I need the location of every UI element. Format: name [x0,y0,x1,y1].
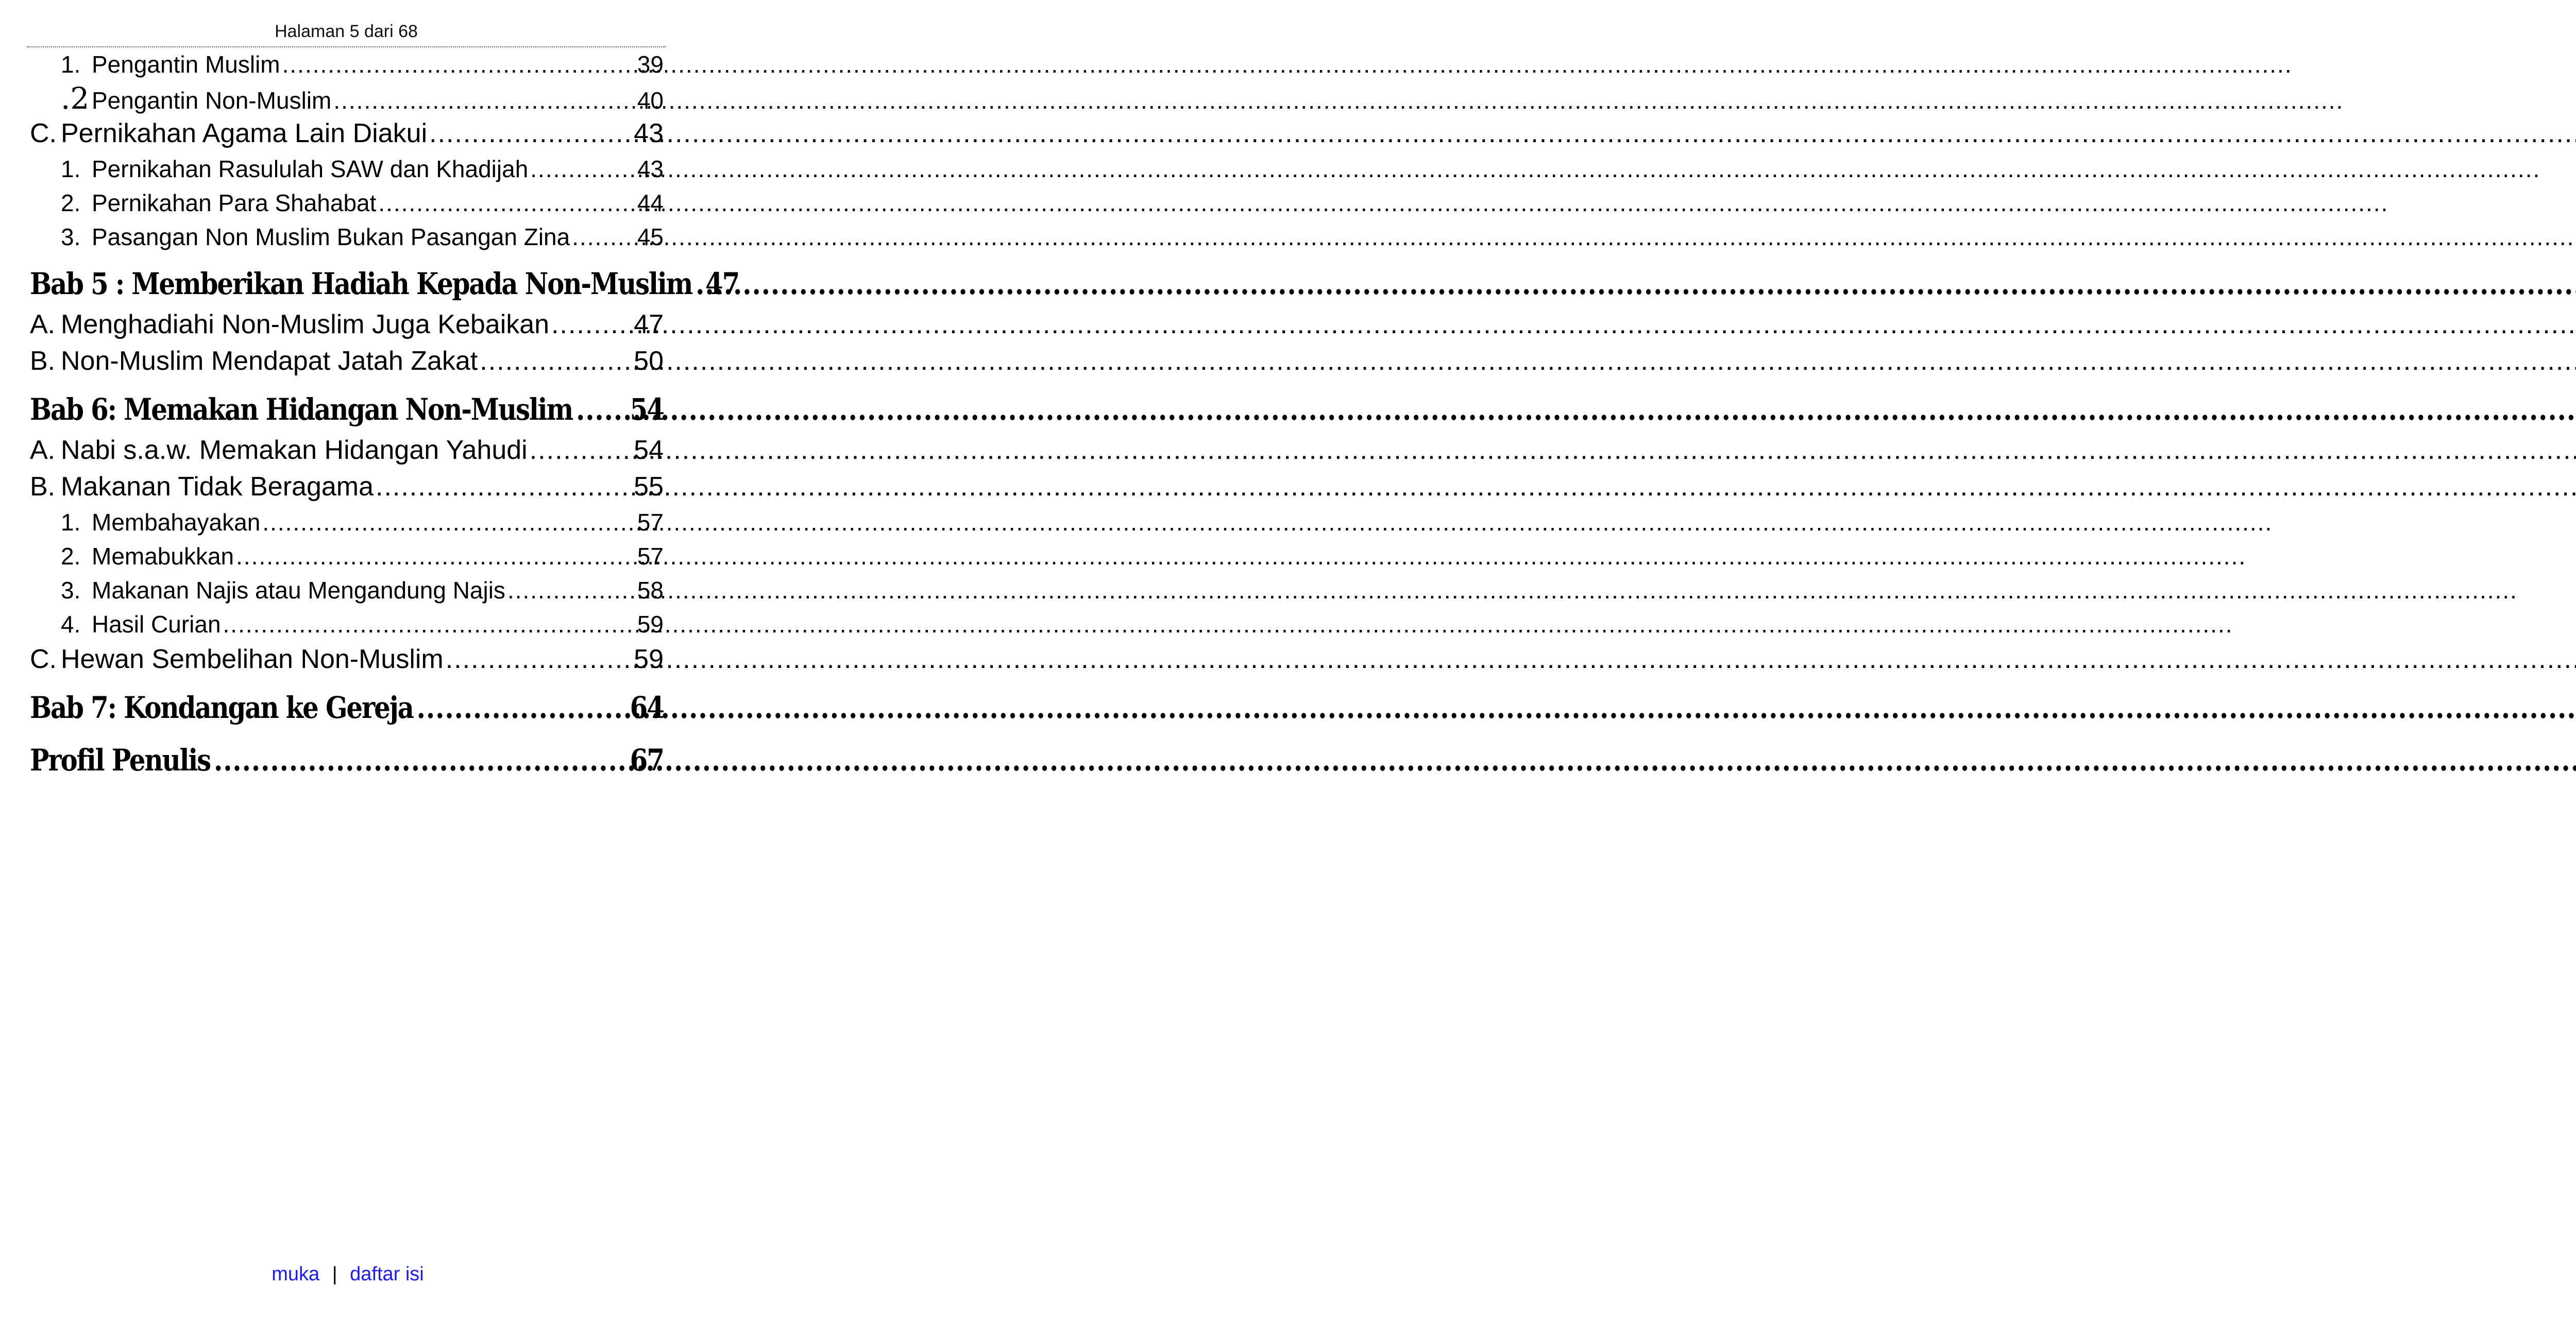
toc-entry-page-number: 40 [637,87,664,114]
toc-entry-page-number: 55 [634,472,664,502]
toc-entry-page-number: 43 [634,118,664,148]
dot-leader [214,737,629,783]
toc-section[interactable] [30,469,664,505]
dot-leader [223,607,634,641]
toc-subsection[interactable] [30,152,664,186]
toc-entry-page-number: 67 [630,743,664,778]
toc-entry-page-number: 47 [634,310,664,339]
toc-entry-page-number: 54 [630,392,664,427]
dot-leader [429,115,631,152]
toc-entry-number: A. [30,310,56,339]
dot-leader [576,387,629,432]
page-indicator: Halaman 5 dari 68 [275,22,418,41]
dot-leader [572,220,634,254]
toc-entry-title: Memabukkan [92,543,234,570]
toc-entry-page-number: 54 [634,435,664,465]
dot-leader [378,186,634,220]
toc-section[interactable] [30,641,664,678]
toc-chapter[interactable] [30,685,664,730]
toc-subsection[interactable] [30,220,664,254]
toc-entry-page-number: 64 [630,690,664,725]
toc-entry-number: 1. [61,156,81,182]
toc-entry-title: Bab 7: Kondangan ke Gereja [30,690,413,725]
toc-entry-number: 4. [61,611,81,638]
toc-chapter[interactable] [30,737,664,783]
footer-nav [0,1261,696,1288]
toc-entry-title: Makanan Tidak Beragama [61,472,374,502]
toc-section[interactable] [30,306,664,343]
toc-entry-title: Bab 5 : Memberikan Hadiah Kepada Non-Muslim [30,266,692,301]
toc-entry-title: Pernikahan Agama Lain Diakui [61,118,428,148]
toc-entry-number: 2. [61,190,81,216]
toc-entry-number: 2. [61,543,81,570]
toc-entry-title: Non-Muslim Mendapat Jatah Zakat [61,346,478,376]
toc-subsection[interactable] [30,186,664,220]
toc-entry-title: Pernikahan Para Shahabat [92,190,377,216]
toc-entry-number: C. [30,118,57,148]
toc-entry-title: Membahayakan [92,509,261,536]
toc-entry-title: Profil Penulis [30,743,211,778]
toc-section[interactable] [30,343,664,380]
toc-entry-number: A. [30,435,56,465]
toc-entry-title: Bab 6: Memakan Hidangan Non-Muslim [30,392,573,427]
dot-leader [530,432,631,469]
dot-leader [530,152,634,186]
toc-entry-page-number: 43 [637,156,664,182]
toc-entry-number: B. [30,472,56,502]
toc-entry-title: Nabi s.a.w. Memakan Hidangan Yahudi [61,435,528,465]
dot-leader [236,539,634,573]
toc-entry-number: 3. [61,224,81,250]
toc-subsection[interactable] [30,81,664,115]
toc-entry-number: B. [30,346,56,376]
toc-entry-page-number: 57 [637,543,664,570]
toc-entry-number: 1. [61,51,81,78]
dot-leader [507,573,634,607]
toc-section[interactable] [30,115,664,152]
toc-entry-title: Pengantin Non-Muslim [92,87,332,114]
toc-subsection[interactable] [30,505,664,539]
toc-chapter[interactable] [30,387,664,432]
toc-chapter[interactable] [30,261,739,306]
toc-entry-number: 3. [61,577,81,604]
toc-entry-page-number: 57 [637,509,664,536]
toc-entry-page-number: 59 [634,644,664,674]
dot-leader [446,641,631,678]
toc-entry-title: Pasangan Non Muslim Bukan Pasangan Zina [92,224,570,250]
toc-entry-title: Menghadiahi Non-Muslim Juga Kebaikan [61,310,550,339]
dot-leader [282,47,634,81]
dot-leader [262,505,634,539]
toc-subsection[interactable] [30,573,664,607]
toc-entry-title: Hewan Sembelihan Non-Muslim [61,644,444,674]
dot-leader [551,306,631,343]
toc-entry-number: 1. [61,509,81,536]
toc-link[interactable]: daftar isi [350,1263,424,1285]
dot-leader [696,261,704,306]
toc-entry-page-number: 44 [637,190,664,216]
toc-entry-page-number: 45 [637,224,664,250]
toc-entry-number: .2 [61,81,90,116]
dot-leader [417,685,629,730]
home-link[interactable]: muka [272,1263,320,1285]
toc-entry-page-number: 59 [637,611,664,638]
toc-entry-title: Pengantin Muslim [92,51,280,78]
dot-leader [376,469,631,505]
toc-entry-page-number: 39 [637,51,664,78]
toc-entry-title: Makanan Najis atau Mengandung Najis [92,577,505,604]
page-header [27,19,666,47]
toc-entry-title: Pernikahan Rasululah SAW dan Khadijah [92,156,529,182]
toc-entry-number: C. [30,644,57,674]
table-of-contents [30,47,739,783]
toc-subsection[interactable] [30,539,664,573]
nav-separator: | [332,1263,337,1285]
toc-entry-page-number: 58 [637,577,664,604]
toc-entry-page-number: 47 [705,266,739,301]
toc-subsection[interactable] [30,47,664,81]
toc-entry-title: Hasil Curian [92,611,221,638]
toc-entry-page-number: 50 [634,346,664,376]
dot-leader [333,83,634,117]
toc-subsection[interactable] [30,607,664,641]
dot-leader [480,343,631,380]
toc-section[interactable] [30,432,664,469]
